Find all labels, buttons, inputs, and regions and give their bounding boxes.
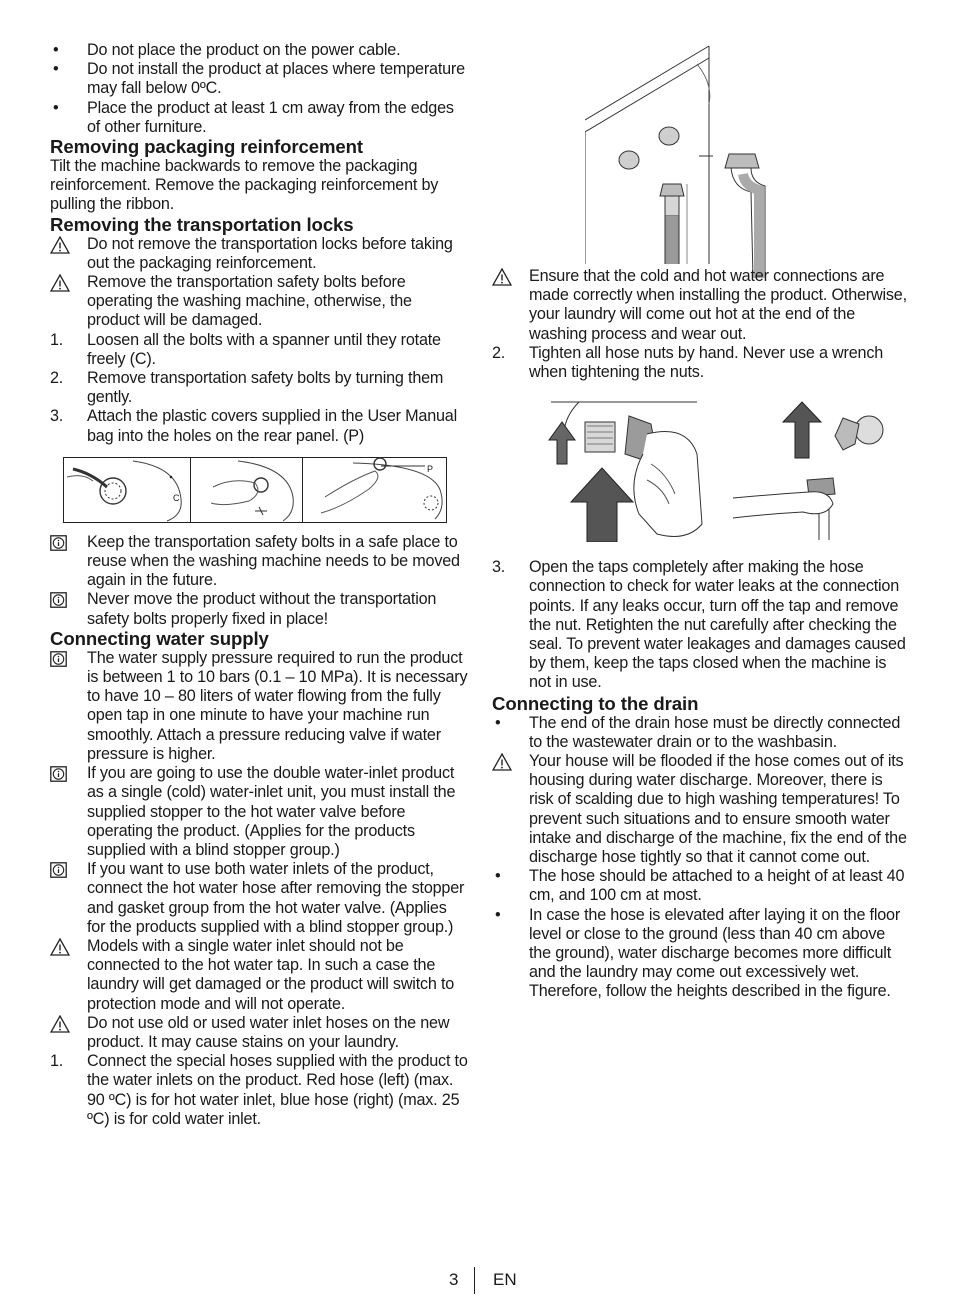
warning-icon (50, 274, 80, 292)
warning-icon (492, 753, 522, 771)
warning-item: Ensure that the cold and hot water connections are made correctly when installing the product. Otherwise, your laundry will come out hot at the end of the washing process and wear out. (492, 267, 910, 344)
warning-icon (492, 268, 522, 286)
step-item: 1. Connect the special hoses supplied with the product to the water inlets on the product. Red hose (left) (max. 90 ºC) is for hot water inlet, blue hose (right) (max. 25 ºC) is for cold water inlet. (50, 1052, 468, 1128)
bullet-item: • The hose should be attached to a height of at least 40 cm, and 100 cm at most. (495, 867, 905, 905)
language-code: EN (493, 1270, 517, 1289)
paragraph-packaging: Tilt the machine backwards to remove the packaging reinforcement. Remove the packaging reinforcement by pulling the ribbon. (50, 157, 439, 214)
info-item: Keep the transportation safety bolts in a safe place to reuse when the washing machine needs to be moved again in the future. (50, 533, 468, 591)
warning-icon (50, 938, 80, 956)
bullet-icon: • (495, 867, 501, 886)
bullet-item: • The end of the drain hose must be directly connected to the wastewater drain or to the washbasin. (495, 713, 901, 751)
info-item: The water supply pressure required to run the product is between 1 to 10 bars (0.1 – 10 MPa). It is necessary to have 10 – 80 liters of water flowing from the fully open tap in one minute to have your machine run smoothly. Attach a pressure reducing valve if water pressure is higher. (50, 649, 468, 764)
bullet-icon: • (495, 713, 501, 732)
heading-transport-locks: Removing the transportation locks (50, 213, 354, 235)
info-item: If you want to use both water inlets of the product, connect the hot water hose after removing the stopper and gasket group from the hot water valve. (Applies for the products supplied with a blind stopper group.) (50, 860, 468, 937)
bullet-item: • Do not install the product at places where temperature may fall below 0ºC. (53, 60, 465, 98)
info-icon (50, 592, 80, 608)
heading-water-supply: Connecting water supply (50, 627, 269, 649)
warning-item: Remove the transportation safety bolts before operating the washing machine, otherwise, the product will be damaged. (50, 273, 468, 331)
heading-packaging: Removing packaging reinforcement (50, 136, 363, 158)
warning-item: Do not use old or used water inlet hoses on the new product. It may cause stains on your laundry. (50, 1014, 468, 1052)
warning-icon (50, 1015, 80, 1033)
bullet-item: • Place the product at least 1 cm away from the edges of other furniture. (53, 98, 454, 136)
info-icon (50, 766, 80, 782)
heading-drain: Connecting to the drain (492, 692, 699, 714)
bullet-icon: • (53, 60, 59, 79)
right-column (492, 0, 910, 1002)
step-item: 2. Tighten all hose nuts by hand. Never use a wrench when tightening the nuts. (492, 343, 884, 382)
bullet-icon: • (53, 98, 59, 117)
hand-tighten-figure (547, 394, 887, 542)
bullet-icon: • (495, 905, 501, 924)
transport-lock-figure (63, 457, 447, 523)
info-icon (50, 651, 80, 667)
step-item: 2. Remove transportation safety bolts by turning them gently. (50, 369, 444, 407)
figure-label-p: P (427, 463, 433, 474)
info-item: If you are going to use the double water-inlet product as a single (cold) water-inlet unit, you must install the supplied stopper to the hot water valve before operating the product. (Applies for the products supplied with a blind stopper group.) (50, 764, 468, 860)
step-item: 3. Attach the plastic covers supplied in the User Manual bag into the holes on the rear panel. (P) (50, 407, 458, 445)
info-item: Never move the product without the transportation safety bolts properly fixed in place! (50, 590, 468, 628)
bullet-icon: • (53, 41, 59, 59)
page-number: 3 (449, 1270, 459, 1289)
bullet-item: • In case the hose is elevated after laying it on the floor level or close to the ground (less than 40 cm above the ground), water discharge becomes more difficult and the laundry may come out excessively wet. Therefore, follow the heights described in the figure. (495, 905, 901, 1001)
warning-icon (50, 236, 80, 254)
step-item: 1. Loosen all the bolts with a spanner until they rotate freely (C). (50, 330, 441, 368)
info-icon (50, 535, 80, 551)
step-item: 3. Open the taps completely after making the hose connection to check for water leaks at the connection points. If any leaks occur, turn off the tap and remove the nut. Retighten the nut carefully after checking the seal. To prevent water leakages and damages caused by them, keep the taps closed when the machine is not in use. (492, 558, 906, 692)
warning-item: Models with a single water inlet should not be connected to the hot water tap. In such a case the laundry will get damaged or the product will switch to protection mode and will not operate. (50, 937, 468, 1014)
figure-label-c: C (173, 492, 180, 503)
bullet-item: • Do not place the product on the power cable. (53, 41, 401, 59)
footer-divider (474, 1267, 475, 1294)
left-column (50, 41, 468, 1129)
hose-connection-figure (585, 44, 713, 264)
info-icon (50, 862, 80, 878)
warning-item: Do not remove the transportation locks before taking out the packaging reinforcement. (50, 235, 468, 273)
warning-item: Your house will be flooded if the hose comes out of its housing during water discharge. Moreover, there is risk of scalding due to high washing temperatures! To prevent such situations and to ensure smooth water intake and discharge of the machine, fix the end of the discharge hose tightly so that it cannot come out. (492, 752, 910, 867)
